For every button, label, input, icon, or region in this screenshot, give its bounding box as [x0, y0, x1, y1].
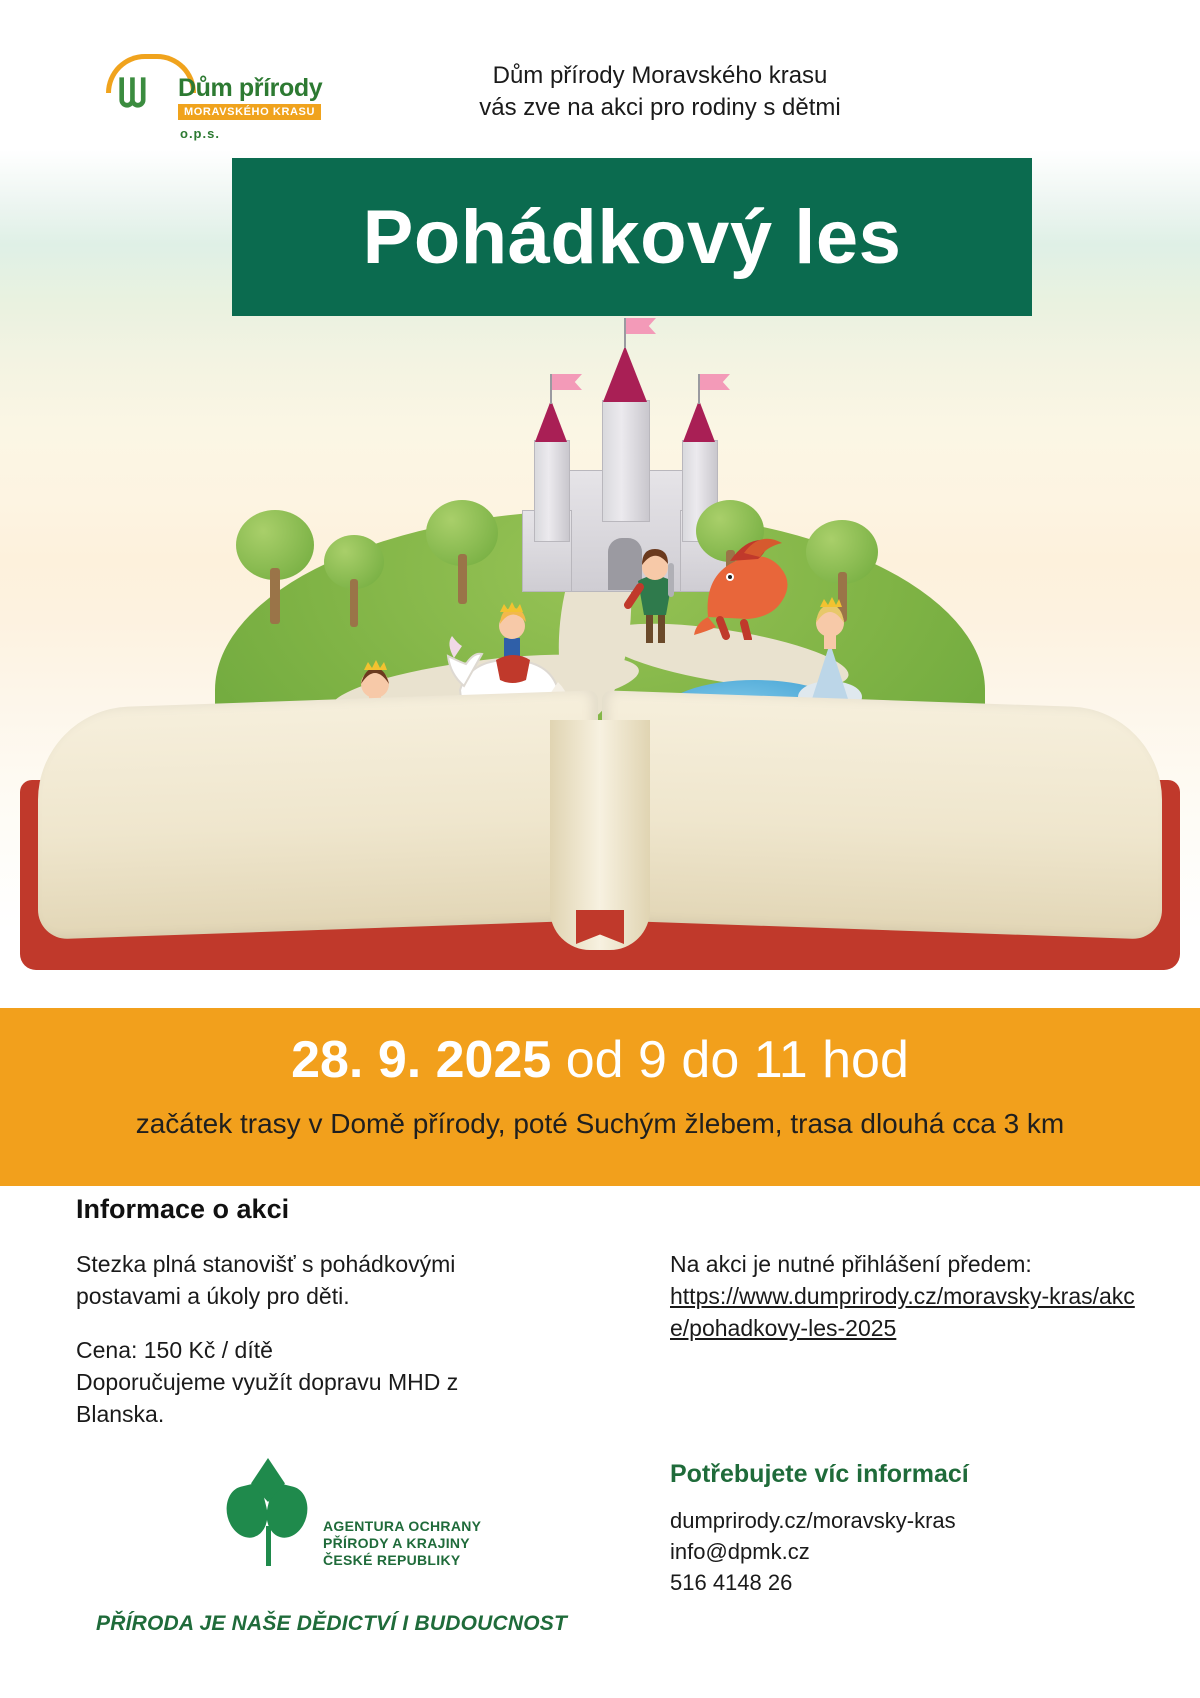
logo-hand-icon: ᗯ [118, 72, 143, 116]
invitation-line-1: Dům přírody Moravského krasu [492, 62, 828, 89]
aopk-name-line-3: ČESKÉ REPUBLIKY [323, 1552, 461, 1568]
aopk-stem-icon [266, 1526, 271, 1566]
event-route: začátek trasy v Domě přírody, poté Suchým žlebem, trasa dlouhá cca 3 km [135, 1108, 1065, 1139]
contact-block [670, 1460, 1120, 1598]
info-description-line-1: Stezka plná stanovišť s pohádkovými [76, 1251, 456, 1277]
title-band [232, 158, 1032, 316]
page-title: Pohádkový les [362, 194, 902, 280]
info-description-line-2: postavami a úkoly pro děti. [76, 1283, 350, 1309]
aopk-name-line-2: PŘÍRODY A KRAJINY [323, 1535, 470, 1551]
logo-legal-form: o.p.s. [180, 126, 220, 141]
aopk-name [323, 1518, 481, 1569]
castle-flag-left [552, 374, 582, 390]
book-page-left [38, 690, 598, 940]
info-price: Cena: 150 Kč / dítě [76, 1337, 273, 1363]
logo-subtitle: MORAVSKÉHO KRASU [178, 104, 321, 120]
castle-flag-right [700, 374, 730, 390]
castle-roof-left [535, 400, 567, 442]
registration-note: Na akci je nutné přihlášení předem: [670, 1251, 1032, 1277]
invitation-line-2: vás zve na akci pro rodiny s dětmi [479, 94, 841, 121]
castle-flagpole-center [624, 318, 626, 348]
illustration-fairytale-book [0, 330, 1200, 1000]
book-page-right [602, 690, 1162, 940]
castle-tower-left [534, 440, 570, 542]
info-right-column [670, 1248, 1140, 1344]
castle-flagpole-left [550, 374, 552, 404]
contact-email[interactable]: info@dpmk.cz [670, 1539, 810, 1564]
contact-heading: Potřebujete víc informací [670, 1460, 969, 1488]
castle-flagpole-right [698, 374, 700, 404]
castle-roof-right [683, 400, 715, 442]
event-date: 28. 9. 2025 [291, 1031, 552, 1089]
footer-section [0, 1440, 1200, 1698]
contact-web[interactable]: dumprirody.cz/moravsky-kras [670, 1508, 956, 1533]
event-datetime [0, 1030, 1200, 1090]
info-spacer [76, 1312, 546, 1334]
logo-title: Dům přírody [178, 74, 323, 102]
info-transport: Doporučujeme využít dopravu MHD z Blanska. [76, 1369, 459, 1427]
character-knight [620, 545, 690, 650]
logo-aopk [215, 1460, 535, 1600]
info-left-column [76, 1248, 546, 1430]
tree-left-1 [230, 510, 320, 630]
event-band [0, 1008, 1200, 1186]
logo-dum-prirody [96, 52, 336, 142]
aopk-leaf-icon [225, 1460, 311, 1566]
castle-tower-center [602, 400, 650, 522]
aopk-name-line-1: AGENTURA OCHRANY [323, 1518, 482, 1534]
aopk-slogan: PŘÍRODA JE NAŠE DĚDICTVÍ I BUDOUCNOST [96, 1612, 567, 1635]
contact-phone[interactable]: 516 4148 26 [670, 1570, 793, 1595]
info-section [0, 1186, 1200, 1436]
character-dragon [690, 525, 800, 640]
tree-center [420, 500, 506, 610]
open-book [20, 660, 1180, 980]
event-time: od 9 do 11 hod [565, 1031, 909, 1089]
castle-roof-center [603, 346, 647, 402]
info-heading: Informace o akci [76, 1194, 290, 1224]
invitation-text [380, 60, 940, 124]
tree-left-2 [320, 535, 390, 635]
registration-link[interactable]: https://www.dumprirody.cz/moravsky-kras/akce/pohadkovy-les-2025 [670, 1283, 1135, 1341]
